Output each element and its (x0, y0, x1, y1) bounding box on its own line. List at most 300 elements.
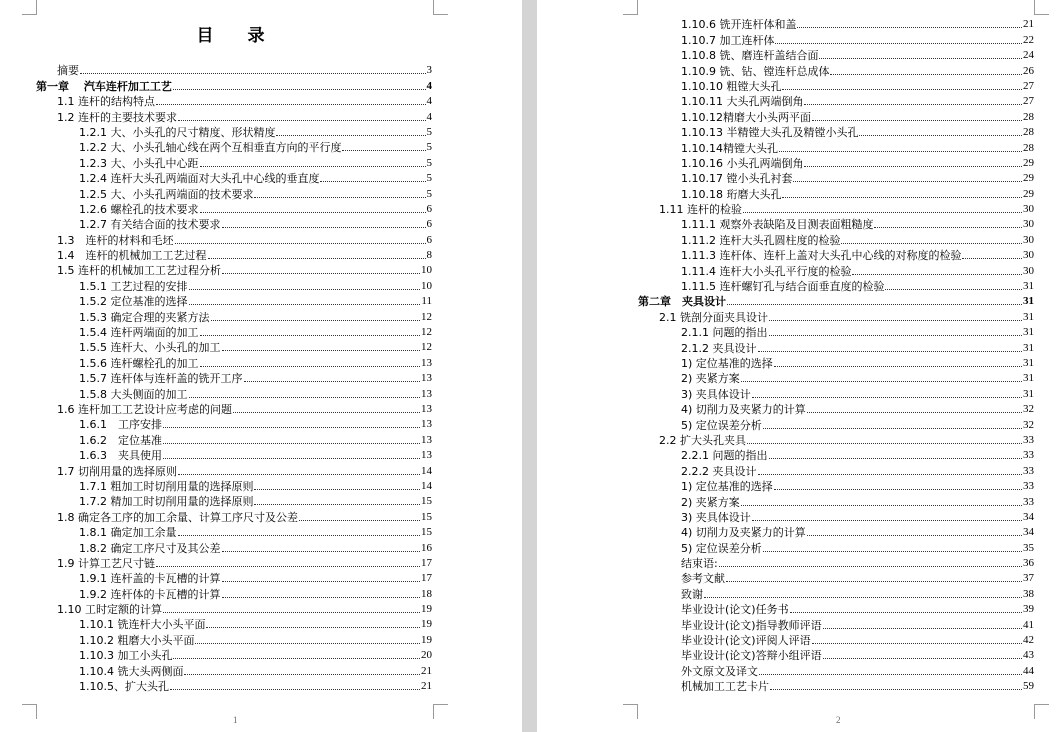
toc-leader-dots (885, 289, 1022, 290)
toc-entry[interactable] (638, 262, 1034, 277)
toc-entry-title: 1.2.3 大、小头孔中心距 (79, 156, 199, 170)
toc-entry-page: 31 (1023, 356, 1034, 369)
toc-entry-page: 19 (421, 603, 432, 616)
toc-leader-dots (222, 551, 421, 552)
toc-entry-title: 第一章 汽车连杆加工工艺 (36, 79, 172, 93)
toc-entry-title: 1.9.2 连杆体的卡瓦槽的计算 (79, 587, 221, 601)
toc-leader-dots (807, 535, 1022, 536)
toc-leader-dots (741, 505, 1022, 506)
toc-leader-dots (807, 412, 1022, 413)
toc-leader-dots (726, 581, 1022, 582)
toc-leader-dots (812, 120, 1022, 121)
toc-entry-page: 31 (1023, 326, 1034, 339)
toc-leader-dots (812, 643, 1022, 644)
toc-entry-title: 1.10 工时定额的计算 (57, 603, 162, 617)
toc-list (638, 16, 1034, 693)
toc-entry-title: 1.10.6 铣开连杆体和盖 (681, 18, 797, 32)
toc-entry-title: 1.2.7 有关结合面的技术要求 (79, 218, 221, 232)
toc-leader-dots (170, 689, 420, 690)
toc-leader-dots (156, 566, 420, 567)
toc-entry[interactable] (638, 62, 1034, 77)
toc-entry-page: 31 (1023, 387, 1034, 400)
toc-entry-title: 1.10.18 珩磨大头孔 (681, 187, 782, 201)
toc-entry-title: 1.10.2 粗磨大小头平面 (79, 633, 195, 647)
toc-entry-title: 摘要 (57, 64, 79, 78)
toc-leader-dots (793, 181, 1022, 182)
toc-entry[interactable] (36, 662, 432, 677)
toc-entry-page: 12 (421, 341, 432, 354)
toc-entry[interactable] (36, 416, 432, 431)
toc-entry-page: 27 (1023, 95, 1034, 108)
page-corner-mark (433, 0, 448, 15)
toc-leader-dots (770, 689, 1022, 690)
toc-entry[interactable] (638, 124, 1034, 139)
toc-leader-dots (823, 628, 1022, 629)
toc-leader-dots (763, 428, 1022, 429)
toc-entry-title: 1.11.2 连杆大头孔圆柱度的检验 (681, 233, 841, 247)
toc-entry-page: 31 (1023, 341, 1034, 354)
toc-entry-title: 1.2.2 大、小头孔轴心线在两个互相垂直方向的平行度 (79, 141, 342, 155)
toc-entry[interactable] (36, 216, 432, 231)
toc-entry[interactable] (638, 478, 1034, 493)
toc-entry[interactable] (638, 462, 1034, 477)
toc-entry-title: 1.5.4 连杆两端面的加工 (79, 326, 199, 340)
toc-entry[interactable] (638, 355, 1034, 370)
toc-entry-title: 1.10.7 加工连杆体 (681, 33, 775, 47)
toc-entry[interactable] (36, 62, 432, 77)
toc-list (36, 62, 432, 693)
toc-entry[interactable] (36, 616, 432, 631)
toc-entry-title: 1.2.5 大、小头孔两端面的技术要求 (79, 187, 254, 201)
toc-entry-page: 13 (421, 418, 432, 431)
toc-entry-page: 31 (1023, 295, 1034, 308)
toc-entry-page: 59 (1023, 680, 1034, 693)
toc-entry-title: 参考文献 (681, 572, 725, 586)
toc-entry-title: 2) 夹紧方案 (681, 495, 740, 509)
toc-entry-title: 1.6 连杆加工工艺设计应考虑的问题 (57, 402, 232, 416)
toc-entry-page: 29 (1023, 156, 1034, 169)
toc-leader-dots (208, 258, 426, 259)
toc-entry[interactable] (638, 47, 1034, 62)
toc-leader-dots (769, 458, 1023, 459)
toc-entry-page: 13 (421, 356, 432, 369)
toc-entry[interactable] (638, 278, 1034, 293)
toc-leader-dots (741, 381, 1022, 382)
toc-entry-page: 13 (421, 372, 432, 385)
toc-entry-title: 外文原文及译文 (681, 664, 758, 678)
toc-entry[interactable] (638, 385, 1034, 400)
toc-entry-title: 1.2.6 螺栓孔的技术要求 (79, 202, 199, 216)
toc-entry-page: 17 (421, 572, 432, 585)
toc-leader-dots (173, 658, 420, 659)
toc-entry-page: 14 (421, 479, 432, 492)
toc-entry-title: 1.5.7 连杆体与连杆盖的铣开工序 (79, 372, 243, 386)
toc-entry-title: 1.10.14精镗大头孔 (681, 141, 778, 155)
toc-entry[interactable] (36, 139, 432, 154)
toc-entry[interactable] (36, 293, 432, 308)
toc-entry[interactable] (638, 339, 1034, 354)
toc-entry[interactable] (36, 678, 432, 693)
toc-leader-dots (852, 274, 1022, 275)
toc-entry-title: 2.2.2 夹具设计 (681, 464, 757, 478)
toc-entry-title: 1.10.9 铣、钻、镗连杆总成体 (681, 64, 830, 78)
toc-leader-dots (759, 674, 1022, 675)
toc-entry[interactable] (36, 462, 432, 477)
toc-entry-title: 1.10.16 小头孔两端倒角 (681, 156, 804, 170)
toc-entry-title: 1.10.8 铣、磨连杆盖结合面 (681, 49, 819, 63)
toc-entry-title: 1.8.1 确定加工余量 (79, 526, 177, 540)
toc-entry[interactable] (36, 154, 432, 169)
toc-entry-page: 30 (1023, 218, 1034, 231)
toc-leader-dots (211, 320, 421, 321)
toc-leader-dots (222, 581, 421, 582)
page-number: 1 (233, 715, 238, 725)
toc-entry-page: 34 (1023, 510, 1034, 523)
toc-entry[interactable] (638, 16, 1034, 31)
toc-entry-page: 13 (421, 402, 432, 415)
toc-entry-page: 5 (426, 141, 432, 154)
toc-leader-dots (222, 597, 421, 598)
toc-entry[interactable] (36, 170, 432, 185)
toc-entry-page: 27 (1023, 79, 1034, 92)
toc-entry-page: 42 (1023, 634, 1034, 647)
toc-entry-page: 33 (1023, 464, 1034, 477)
toc-entry-page: 13 (421, 387, 432, 400)
toc-entry[interactable] (36, 354, 432, 369)
toc-leader-dots (184, 674, 420, 675)
toc-entry-title: 2.1.1 问题的指出 (681, 326, 768, 340)
toc-entry[interactable] (36, 308, 432, 323)
toc-entry-page: 43 (1023, 649, 1034, 662)
toc-entry[interactable] (36, 570, 432, 585)
toc-leader-dots (254, 489, 420, 490)
toc-entry-title: 1.9 计算工艺尺寸链 (57, 556, 155, 570)
toc-leader-dots (222, 227, 426, 228)
toc-entry-title: 1) 定位基准的选择 (681, 480, 773, 494)
toc-entry-title: 1.2.1 大、小头孔的尺寸精度、形状精度 (79, 125, 276, 139)
toc-entry-title: 1.7.2 精加工时切削用量的选择原则 (79, 495, 254, 509)
toc-entry-title: 1.8 确定各工序的加工余量、计算工序尺寸及公差 (57, 510, 298, 524)
toc-entry[interactable] (36, 508, 432, 523)
toc-entry[interactable] (638, 524, 1034, 539)
toc-leader-dots (859, 135, 1022, 136)
toc-entry-title: 1.4 连杆的机械加工工艺过程 (57, 249, 207, 263)
toc-entry-page: 30 (1023, 264, 1034, 277)
toc-entry-page: 18 (421, 587, 432, 600)
toc-entry[interactable] (638, 416, 1034, 431)
toc-entry-page: 28 (1023, 141, 1034, 154)
toc-leader-dots (758, 351, 1023, 352)
toc-leader-dots (276, 135, 425, 136)
toc-entry[interactable] (638, 78, 1034, 93)
toc-entry[interactable] (638, 231, 1034, 246)
toc-entry-page: 4 (426, 95, 432, 108)
toc-entry[interactable] (36, 385, 432, 400)
toc-entry[interactable] (638, 108, 1034, 123)
toc-entry-page: 34 (1023, 526, 1034, 539)
toc-entry[interactable] (36, 447, 432, 462)
toc-entry-page: 31 (1023, 280, 1034, 293)
toc-entry-page: 32 (1023, 418, 1034, 431)
toc-entry-page: 31 (1023, 310, 1034, 323)
toc-entry-page: 41 (1023, 618, 1034, 631)
toc-entry[interactable] (36, 401, 432, 416)
toc-leader-dots (774, 489, 1022, 490)
toc-entry-page: 24 (1023, 49, 1034, 62)
toc-entry[interactable] (638, 216, 1034, 231)
toc-entry-page: 31 (1023, 372, 1034, 385)
toc-entry[interactable] (638, 601, 1034, 616)
toc-entry-title: 1.2 连杆的主要技术要求 (57, 110, 177, 124)
toc-entry-page: 30 (1023, 203, 1034, 216)
toc-entry-title: 1.7 切削用量的选择原则 (57, 464, 177, 478)
toc-entry-page: 13 (421, 449, 432, 462)
toc-leader-dots (299, 520, 420, 521)
toc-entry-page: 39 (1023, 603, 1034, 616)
toc-title: 目 录 (196, 26, 279, 46)
toc-entry-page: 15 (421, 510, 432, 523)
toc-entry-title: 结束语: (681, 557, 718, 571)
toc-entry-page: 21 (421, 680, 432, 693)
toc-entry[interactable] (638, 170, 1034, 185)
page-corner-mark (22, 704, 37, 719)
toc-leader-dots (189, 397, 421, 398)
toc-entry[interactable] (36, 247, 432, 262)
toc-entry[interactable] (638, 31, 1034, 46)
toc-entry-title: 1.7.1 粗加工时切削用量的选择原则 (79, 479, 254, 493)
toc-entry[interactable] (638, 647, 1034, 662)
page-corner-mark (433, 704, 448, 719)
toc-entry-page: 44 (1023, 664, 1034, 677)
toc-entry[interactable] (36, 631, 432, 646)
toc-entry-page: 10 (421, 264, 432, 277)
toc-leader-dots (178, 535, 421, 536)
toc-entry[interactable] (638, 308, 1034, 323)
toc-entry-page: 8 (426, 249, 432, 262)
toc-leader-dots (962, 258, 1022, 259)
toc-entry-page: 5 (426, 156, 432, 169)
toc-leader-dots (195, 643, 420, 644)
toc-leader-dots (342, 150, 425, 151)
toc-entry-title: 1.10.5、扩大头孔 (79, 680, 169, 694)
toc-leader-dots (758, 474, 1023, 475)
toc-entry-page: 21 (1023, 18, 1034, 31)
toc-leader-dots (804, 166, 1022, 167)
toc-entry[interactable] (36, 262, 432, 277)
toc-leader-dots (819, 58, 1022, 59)
toc-leader-dots (874, 227, 1022, 228)
toc-entry-page: 29 (1023, 172, 1034, 185)
toc-chapter-entry[interactable] (638, 293, 1034, 308)
toc-entry[interactable] (36, 93, 432, 108)
toc-entry-title: 3) 夹具体设计 (681, 510, 751, 524)
toc-entry-title: 毕业设计(论文)任务书 (681, 603, 789, 617)
toc-entry[interactable] (36, 431, 432, 446)
toc-entry-title: 1.5.3 确定合理的夹紧方法 (79, 310, 210, 324)
toc-entry-page: 4 (426, 110, 432, 123)
toc-entry[interactable] (638, 185, 1034, 200)
toc-entry[interactable] (638, 155, 1034, 170)
toc-leader-dots (782, 197, 1022, 198)
toc-entry[interactable] (638, 493, 1034, 508)
toc-leader-dots (719, 566, 1022, 567)
toc-entry[interactable] (36, 185, 432, 200)
toc-entry-page: 17 (421, 556, 432, 569)
toc-entry-page: 33 (1023, 480, 1034, 493)
toc-entry[interactable] (36, 201, 432, 216)
toc-entry-title: 1.10.10 粗镗大头孔 (681, 79, 782, 93)
toc-entry[interactable] (638, 247, 1034, 262)
toc-entry[interactable] (638, 432, 1034, 447)
toc-entry-title: 机械加工工艺卡片 (681, 680, 769, 694)
toc-entry[interactable] (638, 324, 1034, 339)
toc-entry[interactable] (36, 370, 432, 385)
toc-entry-page: 20 (421, 649, 432, 662)
toc-leader-dots (797, 27, 1022, 28)
toc-entry-title: 1.6.2 定位基准 (79, 433, 162, 447)
toc-entry-page: 14 (421, 464, 432, 477)
toc-entry[interactable] (36, 601, 432, 616)
toc-leader-dots (222, 273, 420, 274)
toc-entry-page: 19 (421, 618, 432, 631)
toc-entry-page: 15 (421, 526, 432, 539)
toc-entry-page: 26 (1023, 64, 1034, 77)
toc-leader-dots (189, 304, 421, 305)
toc-leader-dots (244, 381, 421, 382)
toc-leader-dots (175, 243, 426, 244)
toc-entry[interactable] (36, 108, 432, 123)
toc-leader-dots (200, 212, 426, 213)
toc-leader-dots (779, 151, 1022, 152)
toc-entry-page: 15 (421, 495, 432, 508)
toc-leader-dots (704, 597, 1022, 598)
toc-entry[interactable] (36, 524, 432, 539)
toc-entry-page: 28 (1023, 110, 1034, 123)
toc-entry-page: 16 (421, 541, 432, 554)
toc-entry[interactable] (36, 493, 432, 508)
toc-entry[interactable] (638, 139, 1034, 154)
toc-leader-dots (727, 304, 1022, 305)
toc-entry[interactable] (638, 509, 1034, 524)
toc-entry-title: 1.5.8 大头侧面的加工 (79, 387, 188, 401)
toc-entry-page: 12 (421, 326, 432, 339)
toc-entry[interactable] (638, 93, 1034, 108)
toc-entry-title: 5) 定位误差分析 (681, 418, 762, 432)
toc-entry-page: 13 (421, 433, 432, 446)
page-corner-mark (623, 704, 638, 719)
toc-entry[interactable] (638, 570, 1034, 585)
toc-entry-title: 1.5.5 连杆大、小头孔的加工 (79, 341, 221, 355)
toc-entry-title: 1.2.4 连杆大头孔两端面对大头孔中心线的垂直度 (79, 172, 320, 186)
toc-entry-page: 21 (421, 664, 432, 677)
toc-entry-title: 1.5.6 连杆螺栓孔的加工 (79, 356, 199, 370)
toc-entry-title: 1.1 连杆的结构特点 (57, 95, 155, 109)
toc-leader-dots (163, 612, 420, 613)
toc-entry-page: 33 (1023, 433, 1034, 446)
toc-leader-dots (743, 212, 1022, 213)
toc-entry-page: 36 (1023, 557, 1034, 570)
toc-entry[interactable] (36, 339, 432, 354)
toc-entry-title: 1.10.4 铣大头两侧面 (79, 664, 184, 678)
toc-entry-page: 33 (1023, 495, 1034, 508)
toc-entry[interactable] (638, 401, 1034, 416)
toc-entry[interactable] (36, 478, 432, 493)
toc-entry-page: 6 (426, 218, 432, 231)
toc-leader-dots (233, 412, 420, 413)
toc-entry-title: 3) 夹具体设计 (681, 387, 751, 401)
toc-entry-title: 4) 切削力及夹紧力的计算 (681, 526, 806, 540)
toc-entry-title: 1.11.1 观察外表缺陷及目测表面粗糙度 (681, 218, 874, 232)
toc-entry-title: 毕业设计(论文)答辩小组评语 (681, 649, 822, 663)
toc-leader-dots (254, 197, 425, 198)
toc-entry-title: 1.6.3 夹具使用 (79, 449, 162, 463)
toc-entry[interactable] (36, 539, 432, 554)
toc-entry[interactable] (36, 585, 432, 600)
toc-entry-page: 22 (1023, 33, 1034, 46)
toc-entry-title: 1.11 连杆的检验 (659, 203, 742, 217)
toc-entry-page: 19 (421, 633, 432, 646)
toc-entry-page: 29 (1023, 187, 1034, 200)
toc-leader-dots (200, 335, 421, 336)
page-corner-mark (623, 0, 638, 15)
toc-entry[interactable] (638, 585, 1034, 600)
toc-entry[interactable] (638, 447, 1034, 462)
toc-entry[interactable] (638, 662, 1034, 677)
toc-entry[interactable] (36, 555, 432, 570)
toc-entry-page: 6 (426, 202, 432, 215)
toc-leader-dots (752, 397, 1022, 398)
toc-entry-page: 28 (1023, 126, 1034, 139)
toc-entry-title: 1.5.2 定位基准的选择 (79, 295, 188, 309)
toc-leader-dots (178, 120, 426, 121)
toc-entry-page: 35 (1023, 541, 1034, 554)
toc-leader-dots (80, 73, 426, 74)
toc-entry[interactable] (36, 324, 432, 339)
toc-entry-page: 12 (421, 310, 432, 323)
toc-entry[interactable] (638, 370, 1034, 385)
toc-entry-title: 1.10.3 加工小头孔 (79, 649, 173, 663)
page-corner-mark (1034, 0, 1049, 15)
toc-entry-page: 5 (426, 125, 432, 138)
toc-leader-dots (222, 350, 421, 351)
toc-entry[interactable] (638, 616, 1034, 631)
toc-entry-title: 1.10.1 铣连杆大小头平面 (79, 618, 206, 632)
toc-entry[interactable] (638, 678, 1034, 693)
toc-entry-page: 10 (421, 279, 432, 292)
toc-leader-dots (200, 366, 421, 367)
toc-entry-title: 1.5 连杆的机械加工工艺过程分析 (57, 264, 221, 278)
toc-entry[interactable] (638, 555, 1034, 570)
toc-leader-dots (163, 427, 420, 428)
toc-entry[interactable] (36, 124, 432, 139)
toc-entry[interactable] (36, 277, 432, 292)
toc-leader-dots (254, 504, 420, 505)
toc-leader-dots (747, 443, 1022, 444)
toc-leader-dots (774, 366, 1022, 367)
toc-entry[interactable] (638, 201, 1034, 216)
toc-leader-dots (163, 458, 420, 459)
toc-entry[interactable] (36, 231, 432, 246)
toc-entry-title: 4) 切削力及夹紧力的计算 (681, 403, 806, 417)
toc-chapter-entry[interactable] (36, 77, 432, 92)
toc-entry-page: 30 (1023, 249, 1034, 262)
toc-entry[interactable] (36, 647, 432, 662)
toc-entry[interactable] (638, 632, 1034, 647)
toc-entry[interactable] (638, 539, 1034, 554)
toc-entry-page: 4 (426, 79, 432, 92)
toc-entry-title: 1.11.4 连杆大小头孔平行度的检验 (681, 264, 852, 278)
toc-entry-page: 32 (1023, 403, 1034, 416)
